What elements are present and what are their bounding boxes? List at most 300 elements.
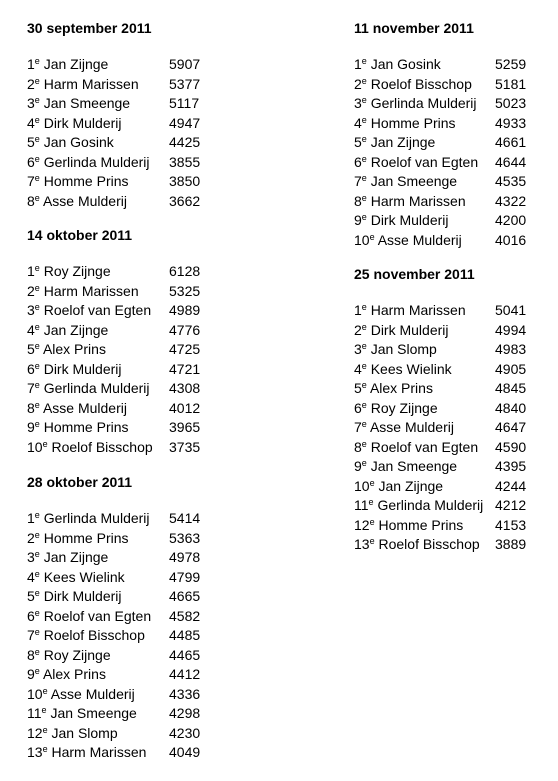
rank-number: 11 <box>354 497 369 513</box>
rank <box>354 341 367 357</box>
player-name: Harm Marissen <box>51 744 147 760</box>
rank <box>354 361 367 377</box>
rank-number: 10 <box>354 231 370 248</box>
rank <box>354 95 367 111</box>
player-name: Asse Mulderij <box>50 685 135 702</box>
result-row <box>27 55 201 75</box>
player-name: Homme Prins <box>43 419 129 435</box>
result-row <box>27 529 201 549</box>
player-name: Roelof van Egten <box>370 153 479 170</box>
rank-suffix: e <box>34 302 40 312</box>
result-row <box>354 496 527 516</box>
player-name: Harm Marissen <box>370 302 466 318</box>
rank-number: 5 <box>354 380 362 396</box>
result-row <box>27 94 200 114</box>
result-row <box>27 75 201 95</box>
results-block <box>27 227 201 457</box>
rank-number: 6 <box>354 399 362 416</box>
rank-suffix: e <box>34 134 40 144</box>
player-name: Jan Smeenge <box>50 705 137 721</box>
rank-suffix: e <box>34 173 40 183</box>
player-name: Jan Zijnge <box>43 56 109 72</box>
rank-suffix: e <box>361 56 367 66</box>
rank-suffix: e <box>369 516 375 527</box>
result-row <box>27 587 201 607</box>
result-row <box>27 399 201 419</box>
rank-suffix: e <box>42 438 48 449</box>
player-name: Roelof Bisschop <box>378 536 480 552</box>
rank-suffix: e <box>361 419 367 429</box>
result-row <box>27 743 201 763</box>
rank-number: 4 <box>27 114 35 131</box>
rank-suffix: e <box>361 438 367 449</box>
player-score: 4905 <box>495 360 527 377</box>
player-score: 4983 <box>495 341 527 357</box>
player-name: Kees Wielink <box>370 360 452 377</box>
result-row <box>27 626 201 646</box>
rank-suffix: e <box>34 646 40 657</box>
rank <box>354 380 367 396</box>
rank <box>27 400 40 416</box>
result-row <box>27 509 201 529</box>
rank-number: 1 <box>27 56 35 72</box>
rank <box>354 154 367 170</box>
rank <box>27 744 48 760</box>
player-name: Jan Zijnge <box>43 321 109 338</box>
player-name: Homme Prins <box>43 173 129 189</box>
rank <box>354 439 367 455</box>
player-name: Homme Prins <box>378 516 464 533</box>
player-name: Roelof van Egten <box>370 438 479 455</box>
player-score: 4644 <box>495 153 527 170</box>
player-name: Dirk Mulderij <box>370 321 449 338</box>
rank-suffix: e <box>34 360 40 371</box>
result-row <box>354 55 527 75</box>
rank-number: 3 <box>27 95 35 111</box>
rank-suffix: e <box>34 341 40 351</box>
rank <box>27 627 40 643</box>
rank-number: 9 <box>354 212 362 228</box>
rank-number: 8 <box>27 192 35 209</box>
player-name: Roelof van Egten <box>43 302 152 318</box>
player-score: 5259 <box>495 56 527 72</box>
player-name: Alex Prins <box>42 341 106 357</box>
player-score: 4978 <box>169 549 201 565</box>
player-name: Jan Zijnge <box>378 477 444 494</box>
player-score: 4665 <box>169 588 201 604</box>
rank-number: 2 <box>354 75 362 92</box>
rank-number: 9 <box>354 458 362 474</box>
rank-suffix: e <box>34 114 40 125</box>
rank <box>27 549 40 565</box>
result-row <box>27 685 201 705</box>
result-row <box>27 704 201 724</box>
player-name: Jan Slomp <box>370 341 437 357</box>
result-row <box>354 114 527 134</box>
rank-number: 8 <box>27 399 35 416</box>
player-score: 4308 <box>169 380 201 396</box>
player-score: 5377 <box>169 75 201 92</box>
player-score: 4230 <box>169 724 201 741</box>
player-name: Roelof Bisschop <box>370 75 472 92</box>
result-row <box>354 172 527 192</box>
player-name: Roy Zijnge <box>43 646 111 663</box>
rank <box>27 263 40 279</box>
rank <box>354 212 367 228</box>
rank <box>27 439 48 455</box>
player-score: 4425 <box>169 134 201 150</box>
player-score: 5117 <box>169 95 200 111</box>
rank-number: 7 <box>354 173 362 189</box>
player-name: Homme Prins <box>370 114 456 131</box>
result-row <box>354 360 527 380</box>
rank <box>27 647 40 663</box>
rank <box>27 705 47 721</box>
player-score: 4153 <box>495 516 527 533</box>
player-score: 4395 <box>495 458 527 474</box>
result-row <box>354 231 527 251</box>
rank-number: 6 <box>27 153 35 170</box>
rank-suffix: e <box>361 134 367 144</box>
player-score: 4485 <box>169 627 201 643</box>
player-name: Roy Zijnge <box>43 263 111 279</box>
player-score: 4200 <box>495 212 527 228</box>
player-name: Kees Wielink <box>43 568 125 585</box>
rank-suffix: e <box>361 380 367 390</box>
rank-number: 7 <box>354 419 362 435</box>
rank <box>354 497 374 513</box>
player-name: Jan Gosink <box>43 134 114 150</box>
rank <box>27 608 40 624</box>
rank-suffix: e <box>34 321 40 332</box>
player-score: 4535 <box>495 173 527 189</box>
result-row <box>27 360 201 380</box>
rank-suffix: e <box>34 568 40 579</box>
rank-suffix: e <box>34 549 40 559</box>
rank-number: 6 <box>27 607 35 624</box>
player-score: 5414 <box>169 510 201 526</box>
player-name: Dirk Mulderij <box>43 588 122 604</box>
rank-suffix: e <box>361 360 367 371</box>
rank-suffix: e <box>34 380 40 390</box>
rank <box>27 569 40 585</box>
rank-number: 5 <box>354 134 362 150</box>
rank-number: 5 <box>27 341 35 357</box>
rank <box>354 517 375 533</box>
rank-number: 11 <box>27 705 42 721</box>
player-name: Dirk Mulderij <box>43 114 122 131</box>
results-block <box>354 20 527 250</box>
rank <box>27 686 48 702</box>
result-row <box>354 301 527 321</box>
rank-number: 2 <box>354 321 362 338</box>
rank-number: 6 <box>27 360 35 377</box>
rank-number: 10 <box>27 438 43 455</box>
result-row <box>27 548 201 568</box>
player-name: Harm Marissen <box>370 192 466 209</box>
result-row <box>354 153 527 173</box>
results-list <box>27 55 201 211</box>
result-row <box>27 114 201 134</box>
rank <box>27 666 40 682</box>
block-date-title: 28 oktober 2011 <box>27 474 133 490</box>
rank-number: 2 <box>27 282 35 299</box>
player-score: 5023 <box>495 95 527 111</box>
rank <box>354 115 367 131</box>
player-name: Dirk Mulderij <box>370 212 449 228</box>
player-name: Gerlinda Mulderij <box>43 510 150 526</box>
rank <box>354 56 367 72</box>
player-name: Alex Prins <box>369 380 433 396</box>
rank-number: 6 <box>354 153 362 170</box>
player-score: 4336 <box>169 685 201 702</box>
rank <box>27 193 40 209</box>
player-score: 3889 <box>495 536 527 552</box>
player-score: 4994 <box>495 321 527 338</box>
player-name: Jan Slomp <box>51 724 118 741</box>
player-score: 4412 <box>169 666 201 682</box>
player-name: Jan Gosink <box>370 56 441 72</box>
rank-suffix: e <box>34 95 40 105</box>
rank <box>27 725 48 741</box>
rank-number: 8 <box>354 192 362 209</box>
player-name: Jan Smeenge <box>370 173 458 189</box>
rank <box>27 76 40 92</box>
rank-suffix: e <box>369 536 375 546</box>
rank-suffix: e <box>361 173 367 183</box>
player-score: 4012 <box>169 399 201 416</box>
rank-number: 1 <box>27 510 35 526</box>
rank-number: 12 <box>27 724 43 741</box>
player-score: 4947 <box>169 114 201 131</box>
result-row <box>354 516 527 536</box>
player-name: Asse Mulderij <box>42 192 127 209</box>
result-row <box>354 75 527 95</box>
block-date-title: 11 november 2011 <box>354 20 474 36</box>
player-score: 4298 <box>169 705 201 721</box>
rank <box>354 478 375 494</box>
player-name: Roelof van Egten <box>43 607 152 624</box>
result-row <box>27 172 201 192</box>
rank-suffix: e <box>34 75 40 86</box>
rank-suffix: e <box>34 282 40 293</box>
result-row <box>354 321 527 341</box>
rank-number: 7 <box>27 380 35 396</box>
player-name: Roelof Bisschop <box>43 627 145 643</box>
player-score: 4244 <box>495 477 527 494</box>
player-score: 4933 <box>495 114 527 131</box>
player-score: 4016 <box>495 231 527 248</box>
rank <box>354 419 367 435</box>
rank-suffix: e <box>42 685 48 696</box>
rank-suffix: e <box>34 666 40 676</box>
results-block <box>27 20 201 211</box>
rank <box>354 173 367 189</box>
result-row <box>27 262 201 282</box>
rank-number: 1 <box>354 302 362 318</box>
player-name: Harm Marissen <box>43 282 139 299</box>
player-score: 4212 <box>495 497 527 513</box>
player-name: Alex Prins <box>42 666 106 682</box>
rank-suffix: e <box>34 399 40 410</box>
result-row <box>27 665 201 685</box>
block-date-title: 30 september 2011 <box>27 20 152 36</box>
rank-number: 2 <box>27 75 35 92</box>
rank <box>27 588 40 604</box>
result-row <box>27 379 201 399</box>
player-name: Gerlinda Mulderij <box>43 153 150 170</box>
player-score: 3850 <box>169 173 201 189</box>
result-row <box>354 438 527 458</box>
player-score: 6128 <box>169 263 201 279</box>
player-name: Homme Prins <box>43 529 129 546</box>
rank-number: 12 <box>354 516 370 533</box>
rank-suffix: e <box>361 321 367 332</box>
rank-number: 7 <box>27 627 35 643</box>
result-row <box>354 477 527 497</box>
player-name: Gerlinda Mulderij <box>370 95 477 111</box>
rank-suffix: e <box>361 212 367 222</box>
rank <box>27 510 40 526</box>
player-name: Jan Smeenge <box>43 95 131 111</box>
player-score: 5325 <box>169 282 201 299</box>
player-score: 4661 <box>495 134 527 150</box>
rank <box>27 173 40 189</box>
rank-number: 1 <box>354 56 362 72</box>
rank-number: 13 <box>27 744 43 760</box>
result-row <box>27 418 201 438</box>
result-row <box>27 133 201 153</box>
rank-suffix: e <box>34 510 40 520</box>
result-row <box>354 340 527 360</box>
rank-suffix: e <box>34 56 40 66</box>
rank-number: 3 <box>27 302 35 318</box>
player-name: Jan Zijnge <box>43 549 109 565</box>
player-score: 5181 <box>495 75 527 92</box>
rank <box>27 361 40 377</box>
rank-suffix: e <box>361 399 367 410</box>
rank <box>27 380 40 396</box>
player-score: 4845 <box>495 380 527 396</box>
result-row <box>27 282 201 302</box>
rank <box>354 458 367 474</box>
rank-suffix: e <box>361 341 367 351</box>
rank-number: 5 <box>27 134 35 150</box>
rank <box>354 134 367 150</box>
player-score: 4989 <box>169 302 201 318</box>
results-block <box>27 474 201 763</box>
result-row <box>354 211 527 231</box>
rank <box>27 341 40 357</box>
rank <box>354 400 367 416</box>
rank-suffix: e <box>361 458 367 468</box>
player-name: Asse Mulderij <box>377 231 462 248</box>
result-row <box>27 321 201 341</box>
rank-suffix: e <box>42 724 48 735</box>
player-name: Harm Marissen <box>43 75 139 92</box>
rank-number: 4 <box>354 114 362 131</box>
rank-number: 10 <box>27 685 43 702</box>
player-score: 4465 <box>169 646 201 663</box>
player-name: Roelof Bisschop <box>51 438 153 455</box>
player-score: 4799 <box>169 568 201 585</box>
result-row <box>354 94 527 114</box>
rank-number: 3 <box>354 95 362 111</box>
block-date-title: 14 oktober 2011 <box>27 227 133 243</box>
result-row <box>27 192 201 212</box>
player-name: Asse Mulderij <box>42 399 127 416</box>
rank-number: 3 <box>354 341 362 357</box>
rank <box>354 536 375 552</box>
rank-suffix: e <box>34 192 40 203</box>
rank-number: 8 <box>27 646 35 663</box>
result-row <box>354 192 527 212</box>
result-row <box>354 418 527 438</box>
rank-suffix: e <box>41 705 47 715</box>
rank <box>27 134 40 150</box>
rank-suffix: e <box>369 231 375 242</box>
rank <box>27 419 40 435</box>
result-row <box>27 340 201 360</box>
player-score: 3735 <box>169 438 201 455</box>
result-row <box>27 438 201 458</box>
result-row <box>27 301 201 321</box>
player-score: 4590 <box>495 438 527 455</box>
player-name: Asse Mulderij <box>369 419 454 435</box>
player-score: 4647 <box>495 419 527 435</box>
player-name: Jan Smeenge <box>370 458 458 474</box>
rank <box>354 232 375 248</box>
rank-number: 4 <box>27 321 35 338</box>
rank-suffix: e <box>34 627 40 637</box>
rank <box>27 115 40 131</box>
rank-suffix: e <box>368 497 374 507</box>
rank <box>27 95 40 111</box>
rank-number: 7 <box>27 173 35 189</box>
player-score: 5041 <box>495 302 527 318</box>
player-score: 4840 <box>495 399 527 416</box>
rank-suffix: e <box>34 263 40 273</box>
player-score: 3855 <box>169 153 201 170</box>
rank-suffix: e <box>34 588 40 598</box>
rank <box>354 193 367 209</box>
player-score: 4049 <box>169 744 201 760</box>
rank-number: 13 <box>354 536 370 552</box>
results-list <box>354 301 527 555</box>
rank-number: 10 <box>354 477 370 494</box>
rank-number: 3 <box>27 549 35 565</box>
rank-suffix: e <box>34 153 40 164</box>
player-score: 5907 <box>169 56 201 72</box>
player-score: 3965 <box>169 419 201 435</box>
player-name: Roy Zijnge <box>370 399 438 416</box>
player-name: Dirk Mulderij <box>43 360 122 377</box>
rank-suffix: e <box>369 477 375 488</box>
rank <box>27 283 40 299</box>
rank-suffix: e <box>361 192 367 203</box>
result-row <box>27 724 201 744</box>
player-score: 4582 <box>169 607 201 624</box>
result-row <box>354 457 527 477</box>
rank-number: 8 <box>354 438 362 455</box>
rank <box>27 322 40 338</box>
rank-suffix: e <box>361 114 367 125</box>
rank <box>27 56 40 72</box>
rank-number: 9 <box>27 419 35 435</box>
player-score: 4322 <box>495 192 527 209</box>
rank-number: 1 <box>27 263 35 279</box>
rank-suffix: e <box>361 75 367 86</box>
